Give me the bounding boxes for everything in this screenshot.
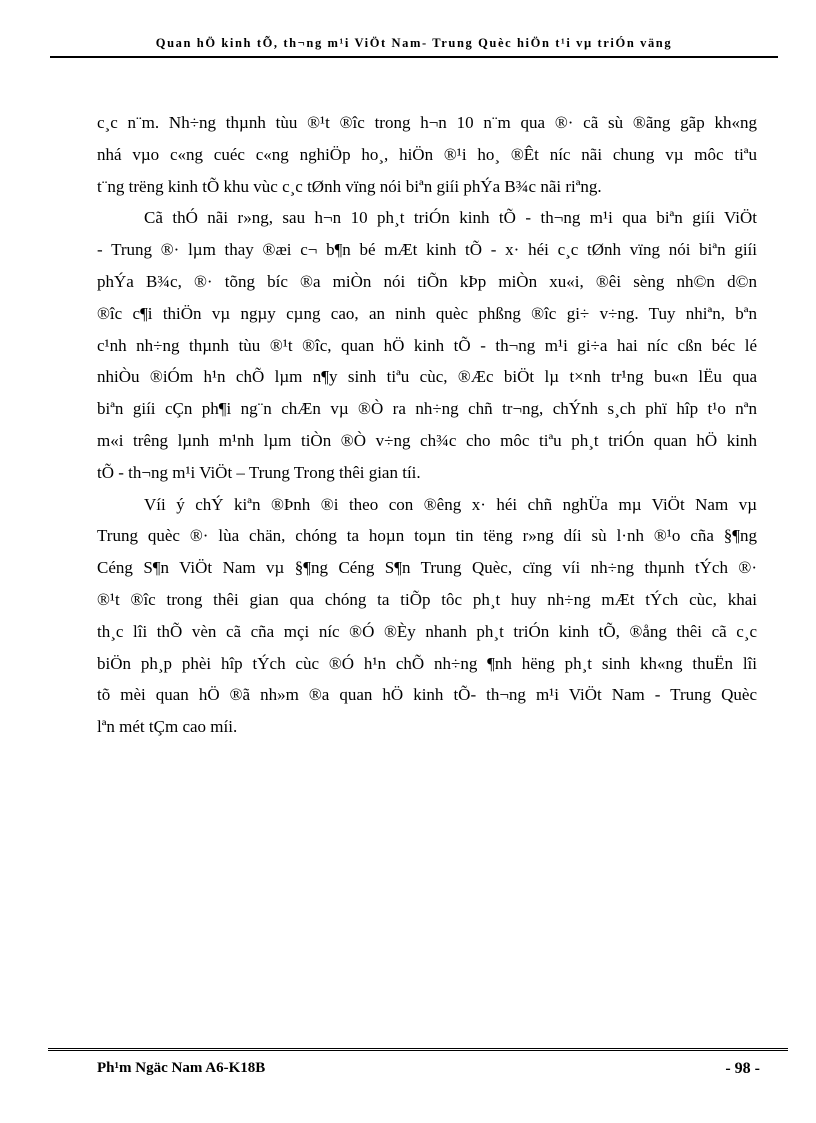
footer-author: Ph¹m Ngäc Nam A6-K18B (97, 1060, 266, 1076)
text-line: Víi ý chÝ kiªn ®Þnh ®i theo con ®êng x· héi chñ nghÜa mµ ViÖt Nam vµ (144, 494, 757, 514)
page-number: - 98 - (725, 1060, 760, 1077)
text-line: phÝa B¾c, ®· tõng bíc ®a miÒn nói tiÕn kÞp miÒn xu«i, ®êi sèng nh©n d©n (97, 271, 757, 291)
paragraph-3 (97, 489, 757, 743)
text-line: tõ mèi quan hÖ ®ã nh»m ®a quan hÖ kinh tÕ- th¬ng m¹i ViÖt Nam - Trung Quèc (97, 685, 757, 705)
text-line: nhiÒu ®iÓm h¹n chÕ lµm n¶y sinh tiªu cùc, ®Æc biÖt lµ t×nh tr¹ng bu«n lËu qua (97, 367, 757, 387)
text-line: - Trung ®· lµm thay ®æi c¬ b¶n bé mÆt kinh tÕ - x· héi c¸c tØnh vïng nói biªn giíi (97, 240, 757, 260)
paragraph-1 (97, 107, 757, 202)
text-line: c¸c n¨m. Nh÷ng thµnh tùu ®¹t ®îc trong h¬n 10 n¨m qua ®· cã sù ®ãng gãp kh«ng (97, 113, 757, 132)
running-header: Quan hÖ kinh tÕ, th¬ng m¹i ViÖt Nam- Trung Quèc hiÖn t¹i vµ triÓn väng (155, 36, 673, 50)
text-line: c¹nh nh÷ng thµnh tùu ®¹t ®îc, quan hÖ kinh tÕ - th¬ng m¹i gi÷a hai níc cßn béc lé (97, 335, 757, 355)
text-line: t¨ng trëng kinh tÕ khu vùc c¸c tØnh vïng nói biªn giíi phÝa B¾c nãi riªng. (97, 176, 602, 196)
document-body (97, 107, 757, 743)
text-line: Trung quèc ®· lùa chän, chóng ta hoµn toµn tin tëng r»ng díi sù l·nh ®¹o cña §¶ng (97, 526, 757, 546)
footer-rule (48, 1048, 788, 1051)
text-line: nhá vµo c«ng cuéc c«ng nghiÖp ho¸, hiÖn ®¹i ho¸ ®Êt níc nãi chung vµ môc tiªu (97, 144, 757, 164)
text-line: biªn giíi cÇn ph¶i ng¨n chÆn vµ ®Ò ra nh÷ng chñ tr¬ng, chÝnh s¸ch phï hîp t¹o nªn (97, 399, 757, 419)
text-line: m«i trêng lµnh m¹nh lµm tiÒn ®Ò v÷ng ch¾c cho môc tiªu ph¸t triÓn quan hÖ kinh (97, 430, 757, 450)
text-line: biÖn ph¸p phèi hîp tÝch cùc ®Ó h¹n chÕ nh÷ng ¶nh hëng ph¸t sinh kh«ng thuËn lîi (97, 653, 757, 673)
text-line: ®îc c¶i thiÖn vµ ngµy cµng cao, an ninh quèc phßng ®îc gi÷ v÷ng. Tuy nhiªn, bªn (97, 303, 757, 323)
text-line: tÕ - th¬ng m¹i ViÖt – Trung Trong thêi gian tíi. (97, 462, 421, 482)
text-line: Cã thÓ nãi r»ng, sau h¬n 10 ph¸t triÓn kinh tÕ - th¬ng m¹i qua biªn giíi ViÖt (144, 208, 757, 228)
text-line: ®¹t ®îc trong thêi gian qua chóng ta tiÕp tôc ph¸t huy nh÷ng mÆt tÝch cùc, khai (97, 589, 757, 609)
header-rule (50, 56, 778, 58)
text-line: lªn mét tÇm cao míi. (97, 717, 238, 737)
text-line: th¸c lîi thÕ vèn cã cña mçi níc ®Ó ®Èy nhanh ph¸t triÓn kinh tÕ, ®ång thêi cã c¸c (97, 621, 757, 641)
text-line: Céng S¶n ViÖt Nam vµ §¶ng Céng S¶n Trung Quèc, cïng víi nh÷ng thµnh tÝch ®· (97, 558, 757, 578)
paragraph-2 (97, 202, 757, 488)
